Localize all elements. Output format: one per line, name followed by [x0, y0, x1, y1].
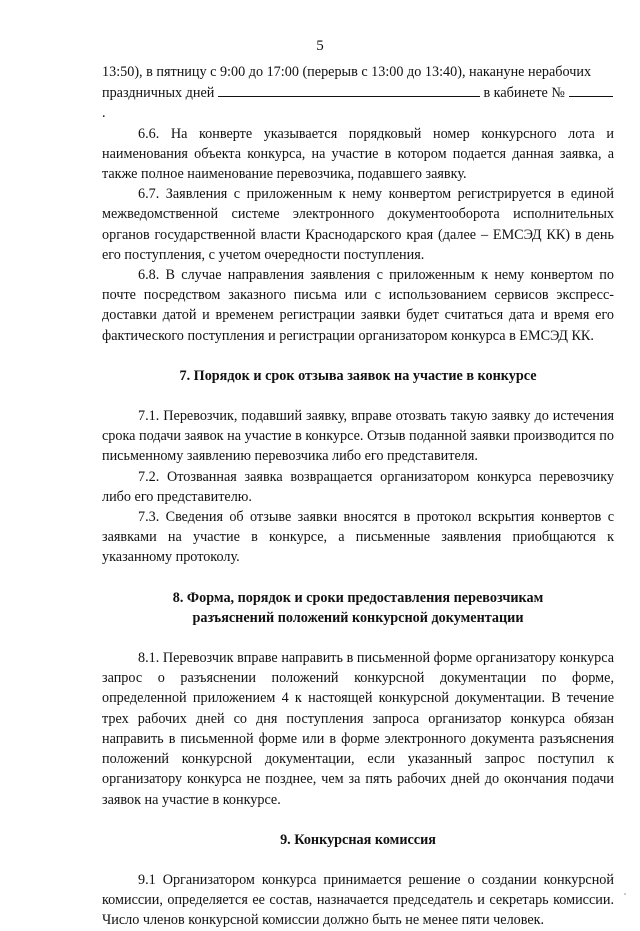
section-8-heading-line-2: разъяснений положений конкурсной документации — [192, 609, 524, 626]
paragraph-7-3: 7.3. Сведения об отзыве заявки вносятся в протокол вскрытия конвертов с заявками на участие в конкурсе, а письменные заявления приобщаются к указанному протоколу. — [102, 509, 614, 566]
paragraph-7-2: 7.2. Отозванная заявка возвращается организатором конкурса перевозчику либо его представителю. — [102, 468, 614, 505]
intro-line-1: 13:50), в пятницу с 9:00 до 17:00 (перерыв с 13:00 до 13:40), накануне нерабочих — [102, 64, 592, 80]
page-number: 5 — [316, 38, 324, 54]
blank-line-office — [569, 82, 613, 97]
section-7-heading: 7. Порядок и срок отзыва заявок на участие в конкурсе — [179, 367, 537, 384]
intro-holidays-label: праздничных дней — [102, 85, 215, 102]
paragraph-6-7: 6.7. Заявления с приложенным к нему конвертом регистрируется в единой межведомственной системе электронного документооборота исполнительных органов государственной власти Краснодарского края (далее – ЕМСЭД КК) в день его поступления, с учетом очередности поступления. — [102, 186, 614, 263]
paragraph-7-1: 7.1. Перевозчик, подавший заявку, вправе отозвать такую заявку до истечения срока подачи заявок на участие в конкурсе. Отзыв поданной заявки производится по письменному заявлению перевозчика либо его представителя. — [102, 408, 614, 465]
intro-line-2 — [102, 82, 614, 123]
paragraph-8-1: 8.1. Перевозчик вправе направить в письменной форме организатору конкурса запрос о разъяснении положений конкурсной документации по форме, определенной приложением 4 к настоящей конкурсной документации. В течение трех рабочих дней со дня поступления запроса организатор конкурса обязан направить в письменной форме или в форме электронного документа разъяснения положений конкурсной документации, если указанный запрос поступил к организатору конкурса не позднее, чем за пять рабочих дней до окончания подачи заявок на участие в конкурсе. — [102, 650, 614, 808]
section-8-heading-line-1: 8. Форма, порядок и сроки предоставления перевозчикам — [172, 589, 544, 606]
paragraph-9-1: 9.1 Организатором конкурса принимается решение о создании конкурсной комиссии, определяется ее состав, назначается председатель и секретарь комиссии. Число членов конкурсной комиссии должно быть не менее пяти человек. — [102, 871, 614, 929]
paragraph-6-6: 6.6. На конверте указывается порядковый номер конкурсного лота и наименования объекта конкурса, на участие в котором подается данная заявка, а также полное наименование перевозчика, подавшего заявку. — [102, 125, 614, 183]
document-body — [102, 62, 614, 931]
intro-office-label: в кабинете № — [483, 85, 565, 102]
section-9-heading: 9. Конкурсная комиссия — [280, 831, 436, 848]
paragraph-6-8: 6.8. В случае направления заявления с приложенным к нему конвертом по почте посредством заказного письма или с использованием сервисов экспресс-доставки датой и временем регистрации заявки будет считаться дата и время его фактического поступления и регистрации организатором конкурса в ЕМСЭД КК. — [102, 267, 614, 344]
intro-period: . — [102, 105, 106, 122]
scan-speck — [624, 893, 626, 895]
blank-line-schedule — [218, 82, 480, 97]
